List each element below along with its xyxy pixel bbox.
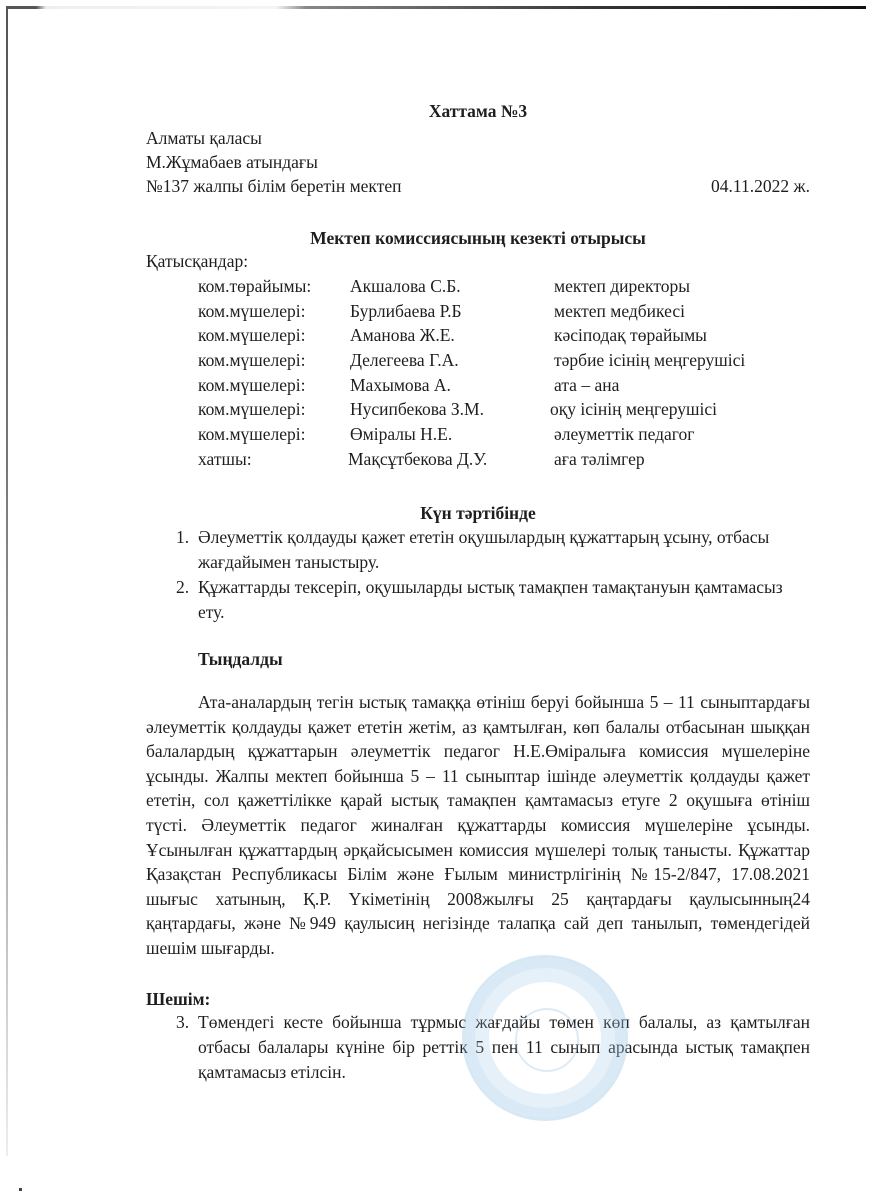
participant-name: Бурлибаева Р.Б — [350, 300, 462, 321]
participant-position: тәрбие ісінің меңгерушісі — [554, 350, 746, 371]
participant-name: Аманова Ж.Е. — [350, 325, 455, 346]
participant-role: ком.мүшелері: — [198, 374, 306, 395]
decision-list — [146, 1010, 810, 1085]
agenda-item-text: Құжаттарды тексеріп, оқушыларды ыстық тамақпен тамақтануын қамтамасыз ету. — [198, 577, 783, 622]
participant-position: мектеп медбикесі — [554, 300, 685, 321]
participant-row — [198, 447, 818, 472]
agenda-item — [146, 525, 810, 575]
header-named-after: М.Жұмабаев атындағы — [146, 152, 318, 172]
participant-row — [198, 397, 818, 422]
participant-role: ком.төрайымы: — [198, 276, 312, 296]
scan-edge-left — [6, 6, 8, 1156]
participant-row — [198, 422, 818, 447]
document-title: Хаттама №3 — [428, 101, 528, 121]
participant-name: Өміралы Н.Е. — [350, 424, 453, 445]
participant-role: ком.мүшелері: — [198, 325, 306, 346]
document-header — [146, 126, 810, 198]
participant-position: ата – ана — [554, 374, 620, 395]
participant-name: Акшалова С.Б. — [350, 276, 461, 296]
participant-role: ком.мүшелері: — [198, 399, 306, 420]
participant-position: мектеп директоры — [554, 276, 691, 296]
participant-row — [198, 373, 818, 398]
heard-paragraph: Ата-аналардың тегін ыстық тамаққа өтініш беруі бойынша 5 – 11 сыныптардағы әлеуметтік қолдауды қажет ететін жетім, аз қамтылған, көп балалы отбасынан шыққан балалардың құжаттарын әлеуметтік педагог Н.Е.Өміралыға комиссия мүшелеріне ұсынды. Жалпы мектеп бойынша 5 – 11 сыныптар ішінде әлеуметтік қолдауды қажет ететін, сол қажеттілікке қарай ыстық тамақпен қамтамасыз етуге 2 оқушыға өтініш түсті. Әлеуметтік педагог жиналған құжаттарды комиссия мүшелеріне ұсынды. Ұсынылған құжаттардың әрқайсысымен комиссия мүшелері толық танысты. Құжаттар Қазақстан Республикасы Білім және Ғылым министрлігінің №15-2/847, 17.08.2021 шығыс хатының, Қ.Р. Үкіметінің 2008жылғы 25 қаңтардағы қаулысынның24 қаңтардағы, және №949 қаулысиң негізінде талапқа сай деп танылып, төмендегідей шешім шығарды. — [146, 692, 810, 958]
agenda-list — [146, 525, 810, 625]
scan-speck — [19, 1188, 22, 1191]
participant-role: ком.мүшелері: — [198, 424, 306, 445]
agenda-title: Күн тәртібінде — [420, 503, 536, 523]
participant-role: ком.мүшелері: — [198, 350, 306, 371]
session-title: Мектеп комиссиясының кезекті отырысы — [310, 228, 646, 248]
participant-row — [198, 323, 818, 348]
heard-title: Тыңдалды — [198, 649, 283, 669]
participant-role: ком.мүшелері: — [198, 300, 306, 321]
participant-name: Делегеева Г.А. — [350, 350, 459, 371]
decision-title: Шешім: — [146, 989, 211, 1009]
decision-item-number: 3. — [176, 1012, 190, 1032]
participant-row — [198, 274, 818, 299]
header-school: №137 жалпы білім беретін мектеп — [146, 176, 402, 196]
header-city: Алматы қаласы — [146, 128, 262, 148]
agenda-item — [146, 575, 810, 625]
participant-name: Мақсұтбекова Д.У. — [348, 448, 488, 469]
agenda-item-number: 1. — [176, 527, 190, 547]
decision-item-text: Төмендегі кесте бойынша тұрмыс жағдайы төмен көп балалы, аз қамтылған отбасы балалары күніне бір реттік 5 пен 11 сынып арасында ыстық тамақпен қамтамасыз етілсін. — [198, 1012, 810, 1082]
participants-label: Қатысқандар: — [146, 251, 249, 271]
participant-row — [198, 299, 818, 324]
participant-role: хатшы: — [198, 448, 252, 469]
header-school-line — [146, 174, 810, 198]
agenda-item-text: Әлеуметтік қолдауды қажет ететін оқушылардың құжаттарың ұсыну, отбасы жағдайымен таныстыру. — [198, 527, 770, 572]
participant-row — [198, 348, 818, 373]
participant-position: оқу ісінің меңгерушісі — [550, 399, 717, 420]
participant-position: әлеуметтік педагог — [554, 424, 695, 445]
scan-edge-top — [6, 6, 866, 9]
participant-position: кәсіподақ төрайымы — [554, 325, 707, 346]
participants-list — [198, 274, 818, 472]
participant-position: аға тәлімгер — [554, 448, 645, 469]
participant-name: Нусипбекова З.М. — [350, 399, 484, 420]
decision-item — [146, 1010, 810, 1085]
participant-name: Махымова А. — [350, 374, 451, 395]
agenda-item-number: 2. — [176, 577, 190, 597]
header-date: 04.11.2022 ж. — [711, 176, 810, 196]
